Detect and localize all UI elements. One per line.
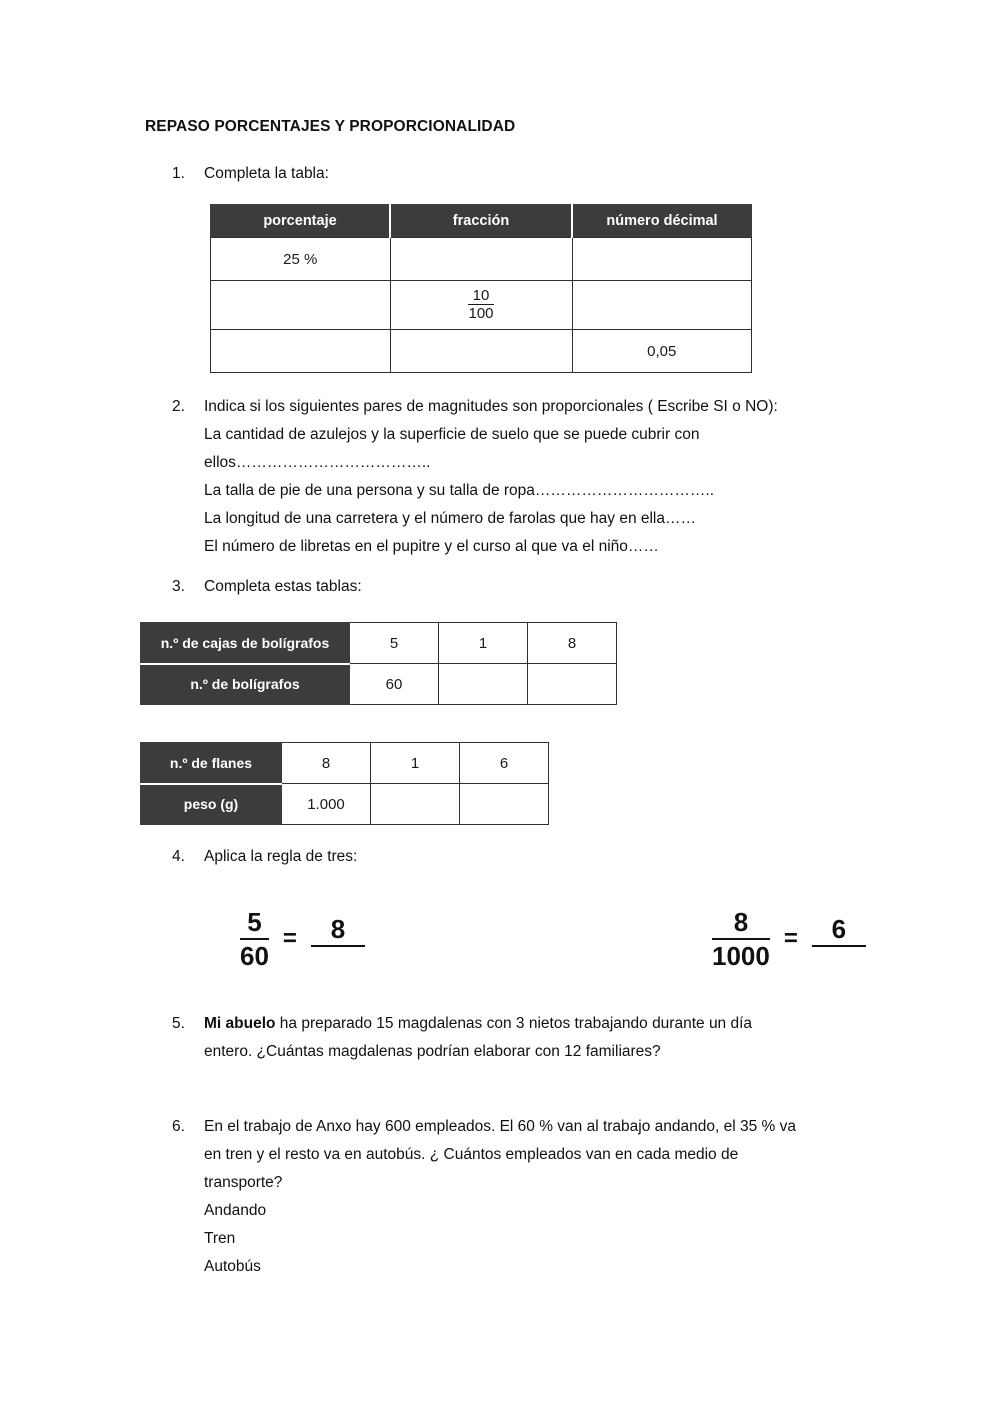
table-row bbox=[141, 623, 617, 664]
equals-sign: = bbox=[783, 925, 798, 953]
column-header-porcentaje: porcentaje bbox=[211, 205, 391, 238]
cell-decimal-2[interactable] bbox=[572, 281, 752, 330]
cell-decimal-3[interactable]: 0,05 bbox=[572, 330, 752, 373]
table-row bbox=[211, 238, 752, 281]
fraction-numerator: 8 bbox=[311, 915, 365, 947]
cell-porcentaje-2[interactable] bbox=[211, 281, 391, 330]
fraction-left-1 bbox=[240, 908, 269, 970]
question-5-line-1-rest: ha preparado 15 magdalenas con 3 nietos trabajando durante un día bbox=[275, 1015, 753, 1032]
cell-decimal-1[interactable] bbox=[572, 238, 752, 281]
table-row bbox=[211, 330, 752, 373]
row-label-flanes: n.º de flanes bbox=[141, 743, 282, 784]
table-row bbox=[141, 784, 549, 825]
cell-peso-2[interactable] bbox=[371, 784, 460, 825]
question-6-line-2: en tren y el resto va en autobús. ¿ Cuántos empleados van en cada medio de bbox=[204, 1146, 739, 1163]
row-label-cajas-boligrafos: n.º de cajas de bolígrafos bbox=[141, 623, 350, 664]
fraction-left-2 bbox=[712, 908, 770, 970]
question-2-line-1: La cantidad de azulejos y la superficie de suelo que se puede cubrir con bbox=[204, 426, 700, 443]
question-2-line-4[interactable]: La longitud de una carretera y el número de farolas que hay en ella…… bbox=[204, 510, 696, 527]
question-4 bbox=[172, 843, 357, 871]
flanes-table bbox=[140, 742, 549, 825]
table-header-row bbox=[211, 205, 752, 238]
question-5 bbox=[172, 1010, 752, 1066]
fraction-right-2[interactable] bbox=[812, 915, 866, 963]
cell-boligrafos-2[interactable] bbox=[439, 664, 528, 705]
fraction-denominator-blank[interactable] bbox=[311, 947, 365, 963]
equals-sign: = bbox=[282, 925, 297, 953]
cell-cajas-2[interactable]: 1 bbox=[439, 623, 528, 664]
column-header-fraccion: fracción bbox=[390, 205, 572, 238]
fraction-numerator: 8 bbox=[712, 908, 770, 940]
question-3-number: 3. bbox=[172, 578, 185, 595]
question-4-prompt: Aplica la regla de tres: bbox=[204, 848, 358, 865]
question-5-line-2: entero. ¿Cuántas magdalenas podrían elaborar con 12 familiares? bbox=[204, 1043, 661, 1060]
proportion-equation-1 bbox=[240, 908, 365, 970]
question-5-lead: Mi abuelo bbox=[204, 1015, 276, 1032]
proportion-equation-2 bbox=[712, 908, 866, 970]
fraction-denominator-blank[interactable] bbox=[812, 947, 866, 963]
cell-porcentaje-3[interactable] bbox=[211, 330, 391, 373]
question-2-body bbox=[204, 393, 778, 561]
question-2-number: 2. bbox=[172, 398, 185, 415]
page-title: REPASO PORCENTAJES Y PROPORCIONALIDAD bbox=[145, 118, 516, 135]
cell-porcentaje-1[interactable]: 25 % bbox=[211, 238, 391, 281]
question-4-number: 4. bbox=[172, 848, 185, 865]
cell-fraccion-3[interactable] bbox=[390, 330, 572, 373]
table-row bbox=[211, 281, 752, 330]
cell-peso-1[interactable]: 1.000 bbox=[282, 784, 371, 825]
percent-fraction-decimal-table bbox=[210, 204, 752, 373]
table-row bbox=[141, 664, 617, 705]
cell-boligrafos-3[interactable] bbox=[528, 664, 617, 705]
fraction-10-over-100 bbox=[468, 288, 493, 323]
question-5-body bbox=[204, 1010, 752, 1066]
cell-cajas-1[interactable]: 5 bbox=[350, 623, 439, 664]
question-6-answer-andando[interactable]: Andando bbox=[204, 1202, 267, 1219]
fraction-denominator: 1000 bbox=[712, 941, 770, 972]
fraction-numerator: 6 bbox=[812, 915, 866, 947]
question-6-answer-tren[interactable]: Tren bbox=[204, 1230, 236, 1247]
fraction-denominator: 100 bbox=[468, 305, 494, 323]
row-label-boligrafos: n.º de bolígrafos bbox=[141, 664, 350, 705]
cell-fraccion-2[interactable] bbox=[390, 281, 572, 330]
cell-fraccion-1[interactable] bbox=[390, 238, 572, 281]
question-5-line-1 bbox=[204, 1010, 752, 1038]
table-row bbox=[141, 743, 549, 784]
question-2-line-5[interactable]: El número de libretas en el pupitre y el curso al que va el niño…… bbox=[204, 538, 659, 555]
question-6-answer-autobus[interactable]: Autobús bbox=[204, 1258, 261, 1275]
question-2-line-3[interactable]: La talla de pie de una persona y su talla de ropa…………………………….. bbox=[204, 482, 715, 499]
boligrafos-table bbox=[140, 622, 617, 705]
question-6-number: 6. bbox=[172, 1118, 185, 1135]
question-3-prompt: Completa estas tablas: bbox=[204, 578, 362, 595]
cell-peso-3[interactable] bbox=[460, 784, 549, 825]
question-2-prompt: Indica si los siguientes pares de magnitudes son proporcionales ( Escribe SI o NO): bbox=[204, 398, 778, 415]
column-header-numero-decimal: número décimal bbox=[572, 205, 752, 238]
question-1-number: 1. bbox=[172, 165, 185, 182]
question-3 bbox=[172, 573, 362, 601]
fraction-right-1[interactable] bbox=[311, 915, 365, 963]
cell-flanes-2[interactable]: 1 bbox=[371, 743, 460, 784]
question-1-prompt: Completa la tabla: bbox=[204, 165, 329, 182]
question-5-number: 5. bbox=[172, 1015, 185, 1032]
question-2 bbox=[172, 393, 778, 561]
cell-cajas-3[interactable]: 8 bbox=[528, 623, 617, 664]
question-6-line-3: transporte? bbox=[204, 1174, 283, 1191]
fraction-numerator: 10 bbox=[468, 288, 493, 306]
cell-flanes-1[interactable]: 8 bbox=[282, 743, 371, 784]
question-6 bbox=[172, 1113, 796, 1281]
question-2-line-2[interactable]: ellos……………………………….. bbox=[204, 454, 431, 471]
question-1 bbox=[172, 160, 329, 188]
cell-flanes-3[interactable]: 6 bbox=[460, 743, 549, 784]
row-label-peso: peso (g) bbox=[141, 784, 282, 825]
fraction-denominator: 60 bbox=[240, 941, 269, 972]
cell-boligrafos-1[interactable]: 60 bbox=[350, 664, 439, 705]
question-6-body bbox=[204, 1113, 796, 1281]
question-6-line-1: En el trabajo de Anxo hay 600 empleados. El 60 % van al trabajo andando, el 35 % va bbox=[204, 1118, 796, 1135]
fraction-numerator: 5 bbox=[240, 908, 269, 940]
